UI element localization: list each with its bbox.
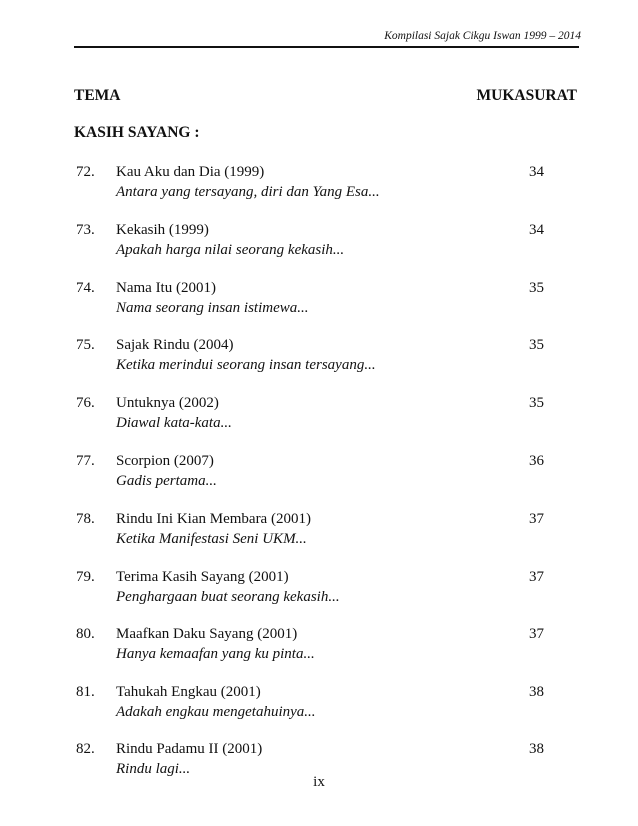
entry-number: 78. bbox=[76, 511, 95, 527]
entry-subtitle: Ketika Manifestasi Seni UKM... bbox=[116, 531, 307, 547]
entry-title: Sajak Rindu (2004) bbox=[116, 337, 234, 353]
entry-number: 80. bbox=[76, 626, 95, 642]
entry-number: 73. bbox=[76, 222, 95, 238]
entry-page: 36 bbox=[529, 453, 544, 469]
column-heading-theme: TEMA bbox=[74, 87, 121, 104]
entry-page: 38 bbox=[529, 684, 544, 700]
entry-page: 34 bbox=[529, 222, 544, 238]
entry-subtitle: Ketika merindui seorang insan tersayang... bbox=[116, 357, 376, 373]
page-number: ix bbox=[313, 774, 325, 790]
section-title: KASIH SAYANG : bbox=[74, 124, 200, 141]
entry-page: 34 bbox=[529, 164, 544, 180]
entry-title: Terima Kasih Sayang (2001) bbox=[116, 569, 289, 585]
entry-title: Rindu Ini Kian Membara (2001) bbox=[116, 511, 311, 527]
entry-number: 75. bbox=[76, 337, 95, 353]
entry-subtitle: Penghargaan buat seorang kekasih... bbox=[116, 589, 340, 605]
list-item bbox=[0, 626, 638, 670]
column-heading-page: MUKASURAT bbox=[476, 87, 577, 104]
entry-number: 74. bbox=[76, 280, 95, 296]
entry-page: 37 bbox=[529, 511, 544, 527]
entry-title: Nama Itu (2001) bbox=[116, 280, 216, 296]
entry-page: 35 bbox=[529, 337, 544, 353]
entry-page: 35 bbox=[529, 280, 544, 296]
entry-page: 37 bbox=[529, 626, 544, 642]
entry-title: Tahukah Engkau (2001) bbox=[116, 684, 261, 700]
entry-subtitle: Antara yang tersayang, diri dan Yang Esa... bbox=[116, 184, 380, 200]
entry-subtitle: Rindu lagi... bbox=[116, 761, 191, 777]
entry-number: 77. bbox=[76, 453, 95, 469]
entry-title: Kau Aku dan Dia (1999) bbox=[116, 164, 265, 180]
list-item bbox=[0, 684, 638, 728]
list-item bbox=[0, 569, 638, 613]
list-item bbox=[0, 511, 638, 555]
entry-page: 37 bbox=[529, 569, 544, 585]
header-divider bbox=[74, 46, 579, 48]
list-item bbox=[0, 164, 638, 208]
entry-subtitle: Nama seorang insan istimewa... bbox=[116, 300, 309, 316]
entry-title: Scorpion (2007) bbox=[116, 453, 214, 469]
entry-subtitle: Gadis pertama... bbox=[116, 473, 217, 489]
entry-title: Maafkan Daku Sayang (2001) bbox=[116, 626, 298, 642]
entry-number: 82. bbox=[76, 741, 95, 757]
entry-title: Untuknya (2002) bbox=[116, 395, 219, 411]
list-item bbox=[0, 453, 638, 497]
entry-number: 76. bbox=[76, 395, 95, 411]
list-item bbox=[0, 280, 638, 324]
entry-number: 81. bbox=[76, 684, 95, 700]
entry-number: 72. bbox=[76, 164, 95, 180]
entry-page: 35 bbox=[529, 395, 544, 411]
running-title: Kompilasi Sajak Cikgu Iswan 1999 – 2014 bbox=[384, 30, 581, 42]
entry-subtitle: Apakah harga nilai seorang kekasih... bbox=[116, 242, 345, 258]
list-item bbox=[0, 395, 638, 439]
entry-title: Kekasih (1999) bbox=[116, 222, 209, 238]
entry-page: 38 bbox=[529, 741, 544, 757]
entry-title: Rindu Padamu II (2001) bbox=[116, 741, 263, 757]
entry-subtitle: Hanya kemaafan yang ku pinta... bbox=[116, 646, 315, 662]
entry-subtitle: Diawal kata-kata... bbox=[116, 415, 232, 431]
list-item bbox=[0, 222, 638, 266]
entry-subtitle: Adakah engkau mengetahuinya... bbox=[116, 704, 316, 720]
entry-number: 79. bbox=[76, 569, 95, 585]
list-item bbox=[0, 337, 638, 381]
